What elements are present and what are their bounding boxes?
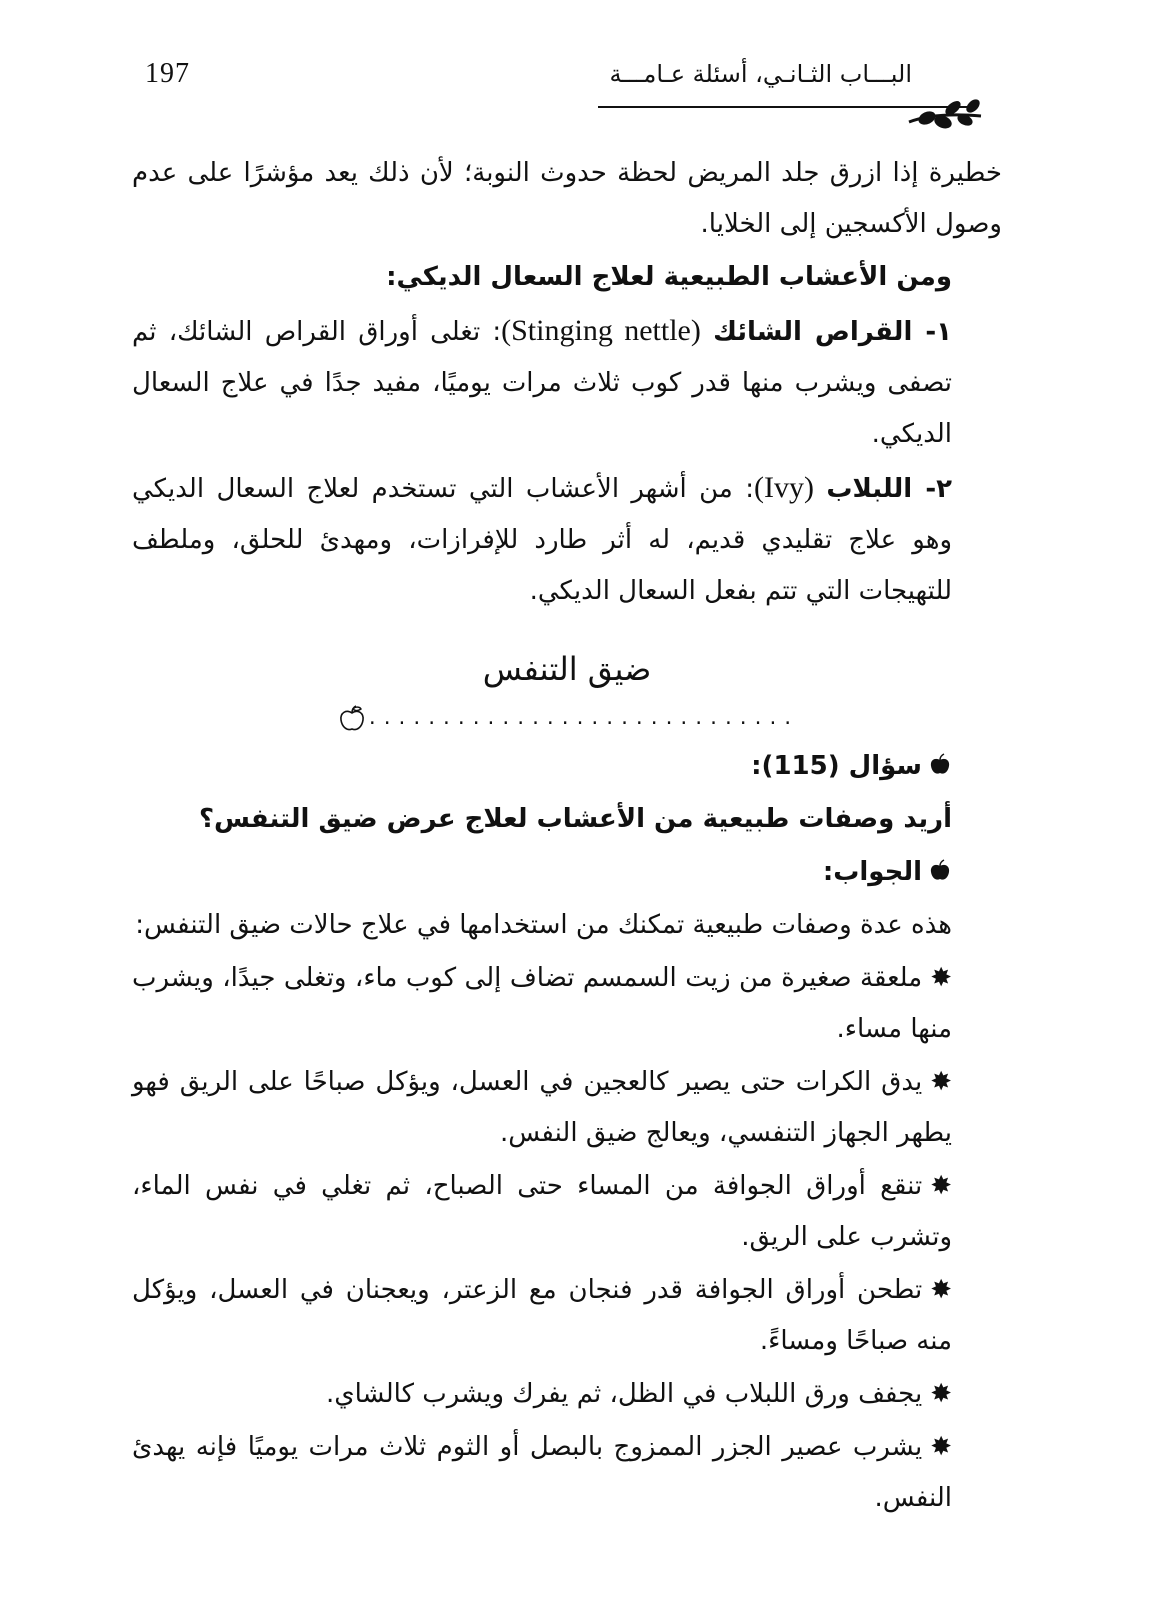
remedy-text: يجفف ورق اللبلاب في الظل، ثم يفرك ويشرب كالشاي. — [326, 1379, 923, 1409]
remedy-item — [132, 1057, 1002, 1159]
section-title: ضيق التنفس — [482, 650, 652, 688]
apple-bullet-icon — [928, 859, 952, 883]
star-bullet-icon: ✸ — [930, 1432, 952, 1462]
remedy-text: ملعقة صغيرة من زيت السمسم تضاف إلى كوب ماء، وتغلى جيدًا، ويشرب منها مساء. — [132, 963, 952, 1044]
remedy-item — [132, 953, 1002, 1055]
star-bullet-icon: ✸ — [930, 1171, 952, 1201]
divider-dots: ............................. — [366, 708, 798, 729]
herb-item-1-latin: (Stinging nettle) — [501, 314, 701, 347]
remedy-text: تنقع أوراق الجوافة من المساء حتى الصباح، ثم تغلي في نفس الماء، وتشرب على الريق. — [132, 1171, 952, 1252]
running-header: البـــاب الثـانـي، أسئلة عـامـــة — [609, 60, 912, 88]
answer-intro: هذه عدة وصفات طبيعية تمكنك من استخدامها في علاج حالات ضيق التنفس: — [135, 910, 952, 940]
remedy-item — [132, 1422, 1002, 1524]
remedy-text: يشرب عصير الجزر الممزوج بالبصل أو الثوم ثلاث مرات يوميًا فإنه يهدئ النفس. — [132, 1432, 952, 1513]
herb-item-2-text: : من أشهر الأعشاب التي تستخدم لعلاج السعال الديكي وهو علاج تقليدي قديم، له أثر طارد للإفرازات، ومهدئ للحلق، وملطف للتهيجات التي تتم بفعل السعال الديكي. — [132, 474, 952, 606]
herb-item-1 — [132, 305, 1002, 460]
herb-item-1-lead: ١- القراص الشائك — [713, 317, 952, 347]
page-number: 197 — [145, 58, 190, 89]
remedy-text: تطحن أوراق الجوافة قدر فنجان مع الزعتر، ويعجنان في العسل، ويؤكل منه صباحًا ومساءً. — [132, 1275, 952, 1356]
remedy-text: يدق الكرات حتى يصير كالعجين في العسل، ويؤكل صباحًا على الريق فهو يطهر الجهاز التنفسي، ويعالج ضيق النفس. — [132, 1067, 952, 1148]
remedy-item — [132, 1369, 1002, 1420]
star-bullet-icon: ✸ — [930, 1379, 952, 1409]
page-body — [132, 148, 1002, 1526]
apple-outline-icon — [337, 704, 367, 734]
star-bullet-icon: ✸ — [930, 1275, 952, 1305]
question-label-line — [132, 741, 1002, 792]
question-text: أريد وصفات طبيعية من الأعشاب لعلاج عرض ضيق التنفس؟ — [198, 804, 952, 834]
herb-item-2-latin: (Ivy) — [754, 471, 815, 504]
remedy-item — [132, 1265, 1002, 1367]
intro-paragraph: خطيرة إذا ازرق جلد المريض لحظة حدوث النوبة؛ لأن ذلك يعد مؤشرًا على عدم وصول الأكسجين إلى الخلايا. — [132, 158, 1002, 239]
answer-label: الجواب: — [822, 857, 922, 887]
herb-item-1-text: : تغلى أوراق القراص الشائك، ثم تصفى ويشرب منها قدر كوب ثلاث مرات يوميًا، مفيد جدًا في علاج السعال الديكي. — [132, 317, 952, 449]
remedy-item — [132, 1161, 1002, 1263]
herbs-heading: ومن الأعشاب الطبيعية لعلاج السعال الديكي: — [386, 262, 952, 292]
herb-item-2-lead: ٢- اللبلاب — [826, 474, 953, 504]
question-label: سؤال (115): — [751, 751, 922, 781]
apple-bullet-icon — [928, 753, 952, 777]
star-bullet-icon: ✸ — [930, 963, 952, 993]
herb-item-2 — [132, 462, 1002, 617]
leaf-ornament-icon — [905, 94, 985, 134]
section-divider — [132, 693, 1002, 733]
star-bullet-icon: ✸ — [930, 1067, 952, 1097]
answer-label-line — [132, 847, 1002, 898]
